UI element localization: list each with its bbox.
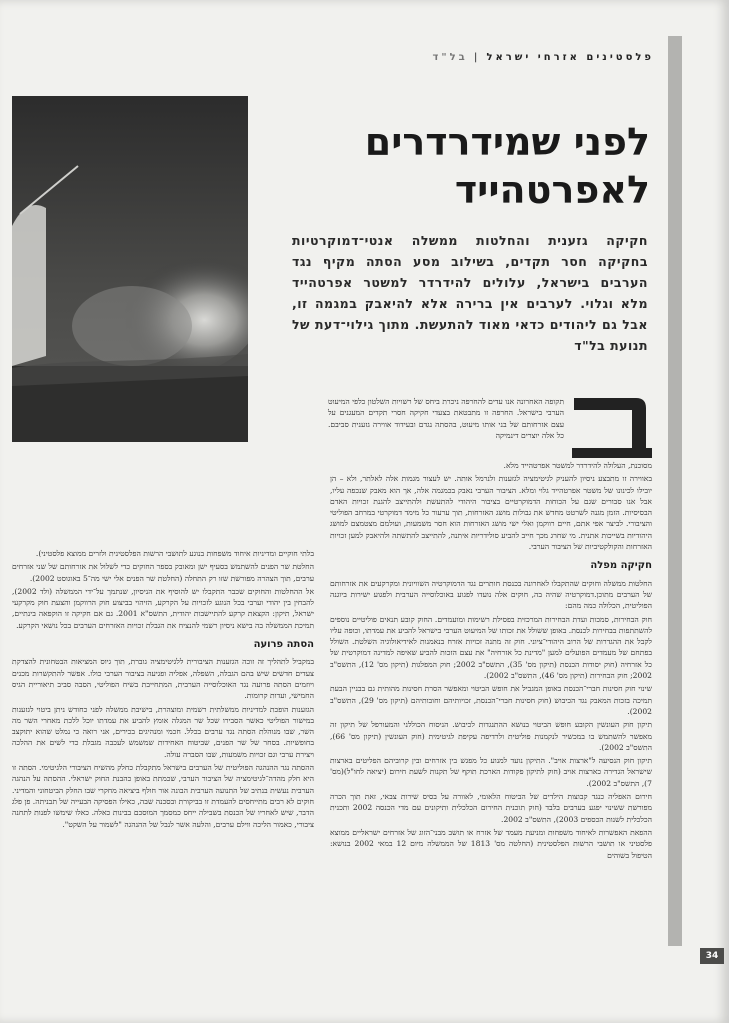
page-number: 34 [700, 948, 724, 964]
body-paragraph: החלטות ממשלה וחוקים שהתקבלו לאחרונה בכנסת חותרים נגד הדמוקרטיה השוויונית ומקרקעים את אזרחותם של הערבים מתוכן.דמוקרטיה שהיה בה, חוקים אלה נועדו לפגוע באוכלוסייה הערבית ולפגוע ישירות ביוגנה הפוליטית, הכלולה כמה מהם: [330, 578, 652, 611]
section-heading: הסתה פרועה [253, 639, 314, 651]
section-heading: חקיקה מפלה [590, 560, 652, 572]
body-paragraph: במקביל לתהליך זה זוכה הגזענות הציבורית ללגיטימציה גוברת, תוך גיוס המציאות הבטחונית להצדקת צעדים חדשים שיש בהם הגבלה, השפלה, אפליה ופגיעה בציבור הערבי כולו. אפשר להתקשרות מכנים ויוזמים הסתה פרועה נגד האוכלוסייה הערבית, המתחייבת בשיח הפוליטי, הסבה סביב תיאוריית הגיס החמישי, ועדות קרומות. [12, 657, 314, 701]
header-separator: | [473, 52, 481, 63]
right-column [330, 460, 652, 863]
intro-paragraph: תקופה האחרונה אנו עדים להחרפה ניכרת ביחס של רשויות השלטון כלפי המיעוט הערבי בישראל. החרפה זו מתבטאת בצעדי חקיקה חסרי תקדים המעגנים על עצם אזרחותם של בני אותו מיעוט, בהסתה נגדם ובעידוד אווירה גזענית סביבם. כל אלה יוצרים דינמיקה [328, 397, 564, 440]
body-paragraph: תיקון חוק הנסיעה ל"ארצות אויב". התיקון נועד למנוע כל מפגש בין אזרחים ובין קרוביהם הפליטים בארצות שישראל הגדירה כארצות אויב (חוק לתיקון פקודות הארכת תוקף של תקנות לשעת חירום (יציאה לחו"ל)(מס' 7), התשס"ב 2002). [330, 756, 652, 788]
article-lead: חקיקה גזענית והחלטות ממשלה אנטי־דמוקרטיות בחקיקה חסר תקדים, בשילוב מסע הסתה מקיף נגד הערבים בישראל, עלולים להידרדר למשטר אפרטהייד מלא וגלוי. לערבים אין ברירה אלא להיאבק במגמה זו, אבל גם ליהודים כדאי מאוד להתעשת. מתוך גילוי־דעת של תנועת בל"ד [292, 233, 648, 353]
body-paragraph: חוק הבחירות, סמכות ועדת הבחירות המרכזית בפסילת רשימות ומועמדים. החוק קובע תנאים פוליטיים נוספים להשתתפות בבחירות לכנסת. באופן ששולל את זכותו של המיעוט הערבי בישראל להביע את עמדתו, וכופה עליו לקבל את ההגדרות של הרוב היהודי־ציוני. חוק זה מתנה זכויות אזרח בנאמנות לאידיאולוגיה השלטת. השולל בפתחם של מעמדים הפועלים למען "מדינת כל אזרחיה" את עצם הזכות להביע שאיפה למדינה דמוקרטית של כל אזרחיה (חוק יסודות הכנסת (תיקון מס' 35), התשס"ב 2002; חוק המפלגות (תיקון מס' 12), התשס"ב 2002; חוק הבחירות (תיקון מס' 46), התשס"ב 2002). [330, 614, 653, 681]
body-paragraph: החלטת שר הפנים להשתמש בסעיף ישן ומאובק בספר החוקים כדי לשלול את אזרחותם של שני אזרחים ערבים, תוך הצהרה מפורשת שזו רק התחלה (החלטת שר הפנים אלי ישי מה־5 באוגוסט 2002). [12, 562, 314, 583]
body-paragraph: ההסתה נגד ההנהגה הפוליטית של הערבים בישראל מתקבלת כחלק מהשיח הציבורי הלגיטימי. הסתה זו היא חלק מהדה־לגיטימציה של הציבור הערבי, שכמתת באופן כהבנת החוק ישראלי. ההסתה על הנהגה הערבית נעשית בנתיב של התנועה הערבית הבונה אור חולף ביציאה מחקרי שבו החלק הביטחוני והמדיני. חוקים לא רבים מתייחסים להעמדת זו בביקורת ובסכנה שבה, כאילו הפסיקה הבעייה של תבניתה. פן פלג הדבר, שיש לאחריו של הכנסת בשבילה ייחס כמסמך המוסכם בבינות כאלה. כאלו שימשו לפנות לתחנה ציבורי, כאמור הליכה ווילם ערבים, והלעה אשר לנבל של ההנהגה "לשמור על השקט". [12, 763, 314, 829]
intro-column [328, 396, 564, 443]
body-paragraph: מסוכנת, העלולה להידרדר למשטר אפרטהייד מלא. [503, 461, 652, 470]
running-header [388, 52, 654, 63]
section-title: פלסטינים אזרחי ישראל [486, 52, 654, 63]
page-edge-bar [668, 36, 682, 946]
article-headline: לפני שמידרדרים לאפרטהייד [364, 120, 650, 212]
body-paragraph: חירום האפליה כנגד קבוצות הילדים של הביטוח הלאומי, לאוורה על בסיס שירות צבאי, זאת תוך הכרה מפורשת ששינוי יפגע בערבים בלבד (חוק תוכנית החירום הכלכלית ותיקונים עם מדי הכנסה 2002 ותכנית הכלכלית לשנות הכספים 2003), התשס"ב 2002. [330, 792, 653, 824]
body-paragraph: אל ההחלטות והחוקים שכבר התקבלו יש להוסיף את הניסיון, שנתמך על־ידי הממשלה (ולד 2002), להבחין בין יהודי וערבי בכל הנוגע לזכויות על הקרקע, הזיהוי בביצוע חוק הרווקמן והצעת חוק מקרקעי ישראל, תיקון: הקצאת קרקע להתיישבות יהודית, התשס"א 2001. גם אם חקיקה זו הוקפאה בינתיים, תמיכת הממשלה בה בישא ניסיון רשמי להנציח את הגבלת זכויות האזרחים הערבים בכל נושאי הקרקע. [12, 586, 314, 630]
body-paragraph: ההפאת האפשרות לאיחוד משפחות ומניעת מעמד של אזרח או תושב מבני־הזוג של אזרחים ישראליים ממוצא פלסטיני או תושבי הרשות הפלסטינית (החלטה מס' 1813 של הממשלה מיום 12 במאי 2002 בנושא: הטיפול בשוהים [330, 827, 652, 860]
body-paragraph: תיקון חוק העונשין הקובע חופש הביטוי בנושא ההתנגדות לכיבוש. הניסוח הכוללני והמעורפל של תיקון זה מאפשר להשתמש בו במכשיר לנקמנות פוליטית ולרדיפה עקיפת לגיטימית (חוק העונשין (תיקון מס' 66), התשס"ב 2002). [330, 720, 652, 752]
body-paragraph: שינוי חוק חסינות חברי־הכנסת באופן המגביל את חופש הביטוי ומאפשר הסרת חסינות מהותית גם בבניין הבעת תמיכה בזכות המאבק נגד הכיבוש (חוק חסינות חברי־הכנסת, זכויותיהם וחובותיהם (תיקון מס' 29), התשס"ב 2002). [330, 684, 652, 716]
section-tag: בל"ד [432, 52, 468, 63]
body-paragraph: באווירה זו מתבצע ניסיון להעניק לגיטימציה לגזענות ולנרמל אותה. יש לעצור מגמות אלה לאלתר, ולא – הן יובילו לכינונו של משטר אפרטהייד גלוי ומלא. הציבור הערבי נאבק בכמגמה אלה, אך הוא מאבק שנכפה עליו, אבל אנו סבורים שגם על הכוחות הדמוקרטיים בציבור היהודי להתעשת ולהתייצב להגנת זכויות האדם הבסיסיות. הזמן מגנה לשרטט מחדש את גבולות מושג האזרחות, תוך ערעור כל מימד דמוקרטי במרחב הפוליטי והציבורי. לביצר אפי אתם, חיים רווקמן ואלי ישי מושג האזרחות הוא חסר משמעות, ועולמם מצטמצם למושג היהודיות בשייכות אתנית. מי שחרג מכך חייב להביע סולידריות איתנה, להתייצב להתשתה ולהיאבק למען זכויות האזרחות והקולקטיביות של הציבור הערבי. [330, 474, 652, 552]
body-paragraph: הגזענות הופכת למדיניות ממשלתית רשמית ומוצהרת, בישיבת ממשלה לפני כחודש ניתן ביטוי לגזענות במישור הפוליטי כאשר הסבירו שכל שר המגלה אומץ להביע את עמדתו יוכל ללכת מאחרי השר מה השר, שבו מנוהלת הסתה נגד ערבים בכלל. חכמי ומנהיגים בכירים, אני רואה כי נמלט שהוא יתוקצב בחופשיות. בסחר של שר הפנים, שביטוח האחידות שמשמש לעכבה מגבלת כדי לשים את ההלכה ויצירת ערבי וגם זכויות משמעות, שבו הסברה עולה. [12, 704, 314, 759]
body-paragraph: בלתי חוקיים ומדיניות איחוד משפחות בנוגע לתושבי הרשות הפלסטינית ולזרים ממוצא פלסטיני). [35, 549, 314, 558]
drop-cap [570, 392, 652, 460]
article-photo [12, 96, 248, 442]
left-column [12, 548, 314, 832]
